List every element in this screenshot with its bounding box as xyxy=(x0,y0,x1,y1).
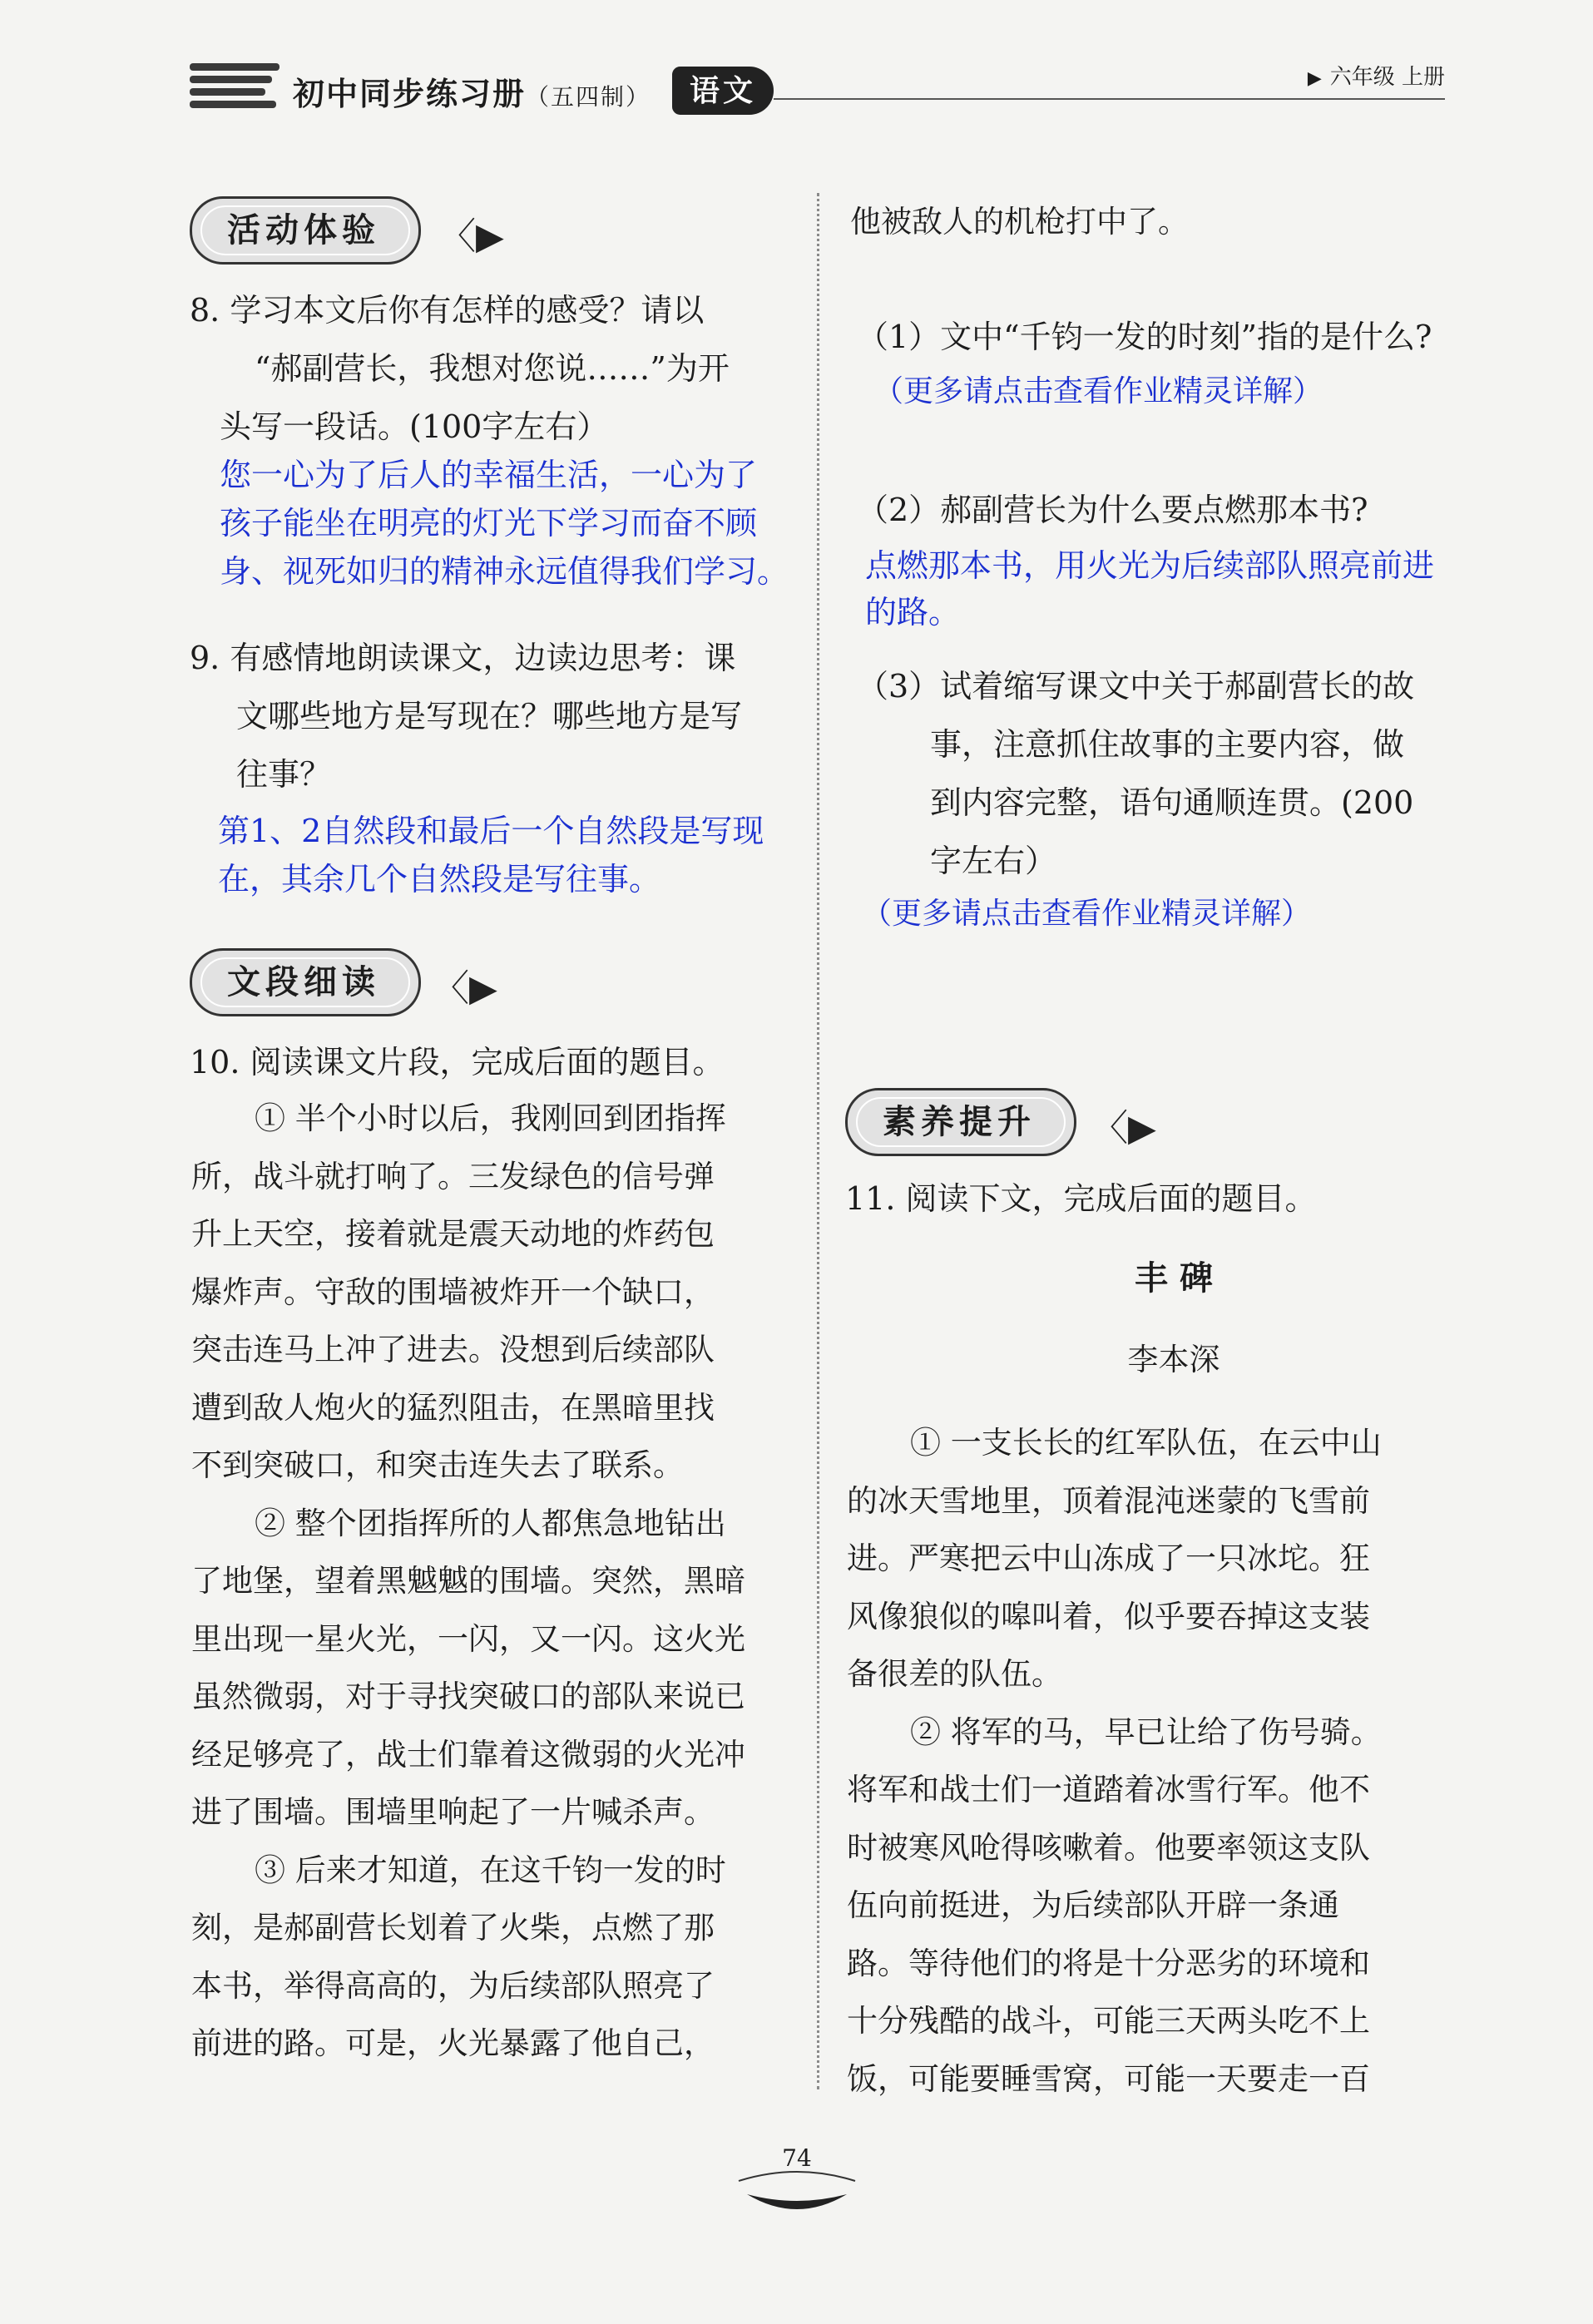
passage-line: 不到突破口，和突击连失去了联系。 xyxy=(191,1447,684,1483)
passage-line: 突击连马上冲了进去。没想到后续部队 xyxy=(191,1332,715,1367)
passage-line: 遭到敌人炮火的猛烈阻击，在黑暗里找 xyxy=(191,1389,715,1426)
answer-10-2 xyxy=(865,542,1434,635)
article-author: 李本深 xyxy=(1127,1342,1220,1377)
answer-line: 第1、2自然段和最后一个自然段是写现 xyxy=(218,813,764,849)
article-line: 进。严寒把云中山冻成了一只冰坨。狂 xyxy=(847,1540,1370,1576)
article-line: 将军和战士们一道踏着冰雪行军。他不 xyxy=(847,1772,1370,1807)
answer-9 xyxy=(218,807,764,903)
page-number-ornament xyxy=(732,2166,862,2224)
article-line: 备很差的队伍。 xyxy=(847,1656,1062,1692)
question-10-1: （1）文中“千钧一发的时刻”指的是什么? xyxy=(857,319,1432,355)
article-line: 十分残酷的战斗，可能三天两头吃不上 xyxy=(847,2003,1370,2039)
article-line: 路。等待他们的将是十分恶劣的环境和 xyxy=(847,1945,1370,1981)
header-rule xyxy=(774,98,1445,100)
edition-label: （五四制） xyxy=(526,83,651,111)
passage-continuation: 他被敌人的机枪打中了。 xyxy=(850,204,1189,240)
article-line: 饭，可能要睡雪窝，可能一天要走一百 xyxy=(847,2060,1370,2097)
header-logo-bars xyxy=(190,63,280,116)
text-line: 9. 有感情地朗读课文，边读边思考：课 xyxy=(190,640,736,676)
text-line: 字左右） xyxy=(930,843,1057,879)
answer-10-3-link[interactable]: （更多请点击查看作业精灵详解） xyxy=(862,897,1312,931)
article-line: 伍向前挺进，为后续部队开辟一条通 xyxy=(847,1887,1339,1923)
passage-line: 升上天空，接着就是震天动地的炸药包 xyxy=(191,1216,715,1252)
passage-excerpt xyxy=(191,1090,745,2073)
double-arrow-icon: 〈▶ xyxy=(1091,1107,1156,1150)
passage-line: 爆炸声。守敌的围墙被炸开一个缺口， xyxy=(191,1273,715,1310)
question-10: 10. 阅读课文片段，完成后面的题目。 xyxy=(190,1044,725,1080)
question-10-3 xyxy=(857,657,1414,890)
column-divider xyxy=(817,193,819,2089)
passage-line: 刻，是郝副营长划着了火柴，点燃了那 xyxy=(191,1910,715,1946)
text-line: （3）试着缩写课文中关于郝副营长的故 xyxy=(857,668,1415,705)
answer-line: 点燃那本书，用火光为后续部队照亮前进 xyxy=(865,547,1435,584)
section-title: 素养提升 xyxy=(845,1088,1076,1156)
text-line: 文哪些地方是写现在？哪些地方是写 xyxy=(236,698,743,734)
page-number: 74 xyxy=(782,2144,812,2172)
question-8 xyxy=(190,281,730,456)
article-line: ① 一支长长的红军队伍，在云中山 xyxy=(910,1425,1382,1461)
answer-line: 在，其余几个自然段是写往事。 xyxy=(218,861,661,897)
passage-line: 经足够亮了，战士们靠着这微弱的火光冲 xyxy=(191,1736,745,1773)
section-title: 活动体验 xyxy=(190,196,421,265)
section-title: 文段细读 xyxy=(190,948,421,1016)
answer-8 xyxy=(220,451,789,596)
text-line: 8. 学习本文后你有怎样的感受？请以 xyxy=(190,292,705,329)
article-title: 丰 碑 xyxy=(1135,1258,1213,1298)
answer-line: 身、视死如归的精神永远值得我们学习。 xyxy=(220,553,789,590)
text-line: 事，注意抓住故事的主要内容，做 xyxy=(930,726,1405,763)
passage-line: ③ 后来才知道，在这千钧一发的时 xyxy=(255,1852,726,1888)
passage-line: 虽然微弱，对于寻找突破口的部队来说已 xyxy=(191,1679,745,1714)
passage-line: 所，战斗就打响了。三发绿色的信号弹 xyxy=(191,1158,715,1194)
article-line: 风像狼似的嗥叫着，似乎要吞掉这支装 xyxy=(847,1598,1370,1634)
text-line: 头写一段话。(100字左右） xyxy=(220,408,609,445)
text-line: 到内容完整，语句通顺连贯。(200 xyxy=(930,784,1414,821)
book-title: 初中同步练习册 xyxy=(293,75,527,112)
passage-line: 进了围墙。围墙里响起了一片喊杀声。 xyxy=(191,1794,715,1830)
question-11: 11. 阅读下文，完成后面的题目。 xyxy=(845,1180,1317,1217)
header-title xyxy=(293,68,651,114)
article-line: 时被寒风呛得咳嗽着。他要率领这支队 xyxy=(847,1829,1370,1866)
question-9 xyxy=(190,629,742,804)
passage-line: 了地堡，望着黑魆魆的围墙。突然，黑暗 xyxy=(191,1563,745,1599)
article-line: 的冰天雪地里，顶着混沌迷蒙的飞雪前 xyxy=(847,1482,1370,1519)
article-body xyxy=(847,1414,1382,2108)
grade-label: ▶ 六年级 上册 xyxy=(1308,60,1445,91)
answer-line: 孩子能坐在明亮的灯光下学习而奋不顾 xyxy=(220,505,758,541)
passage-line: ② 整个团指挥所的人都焦急地钻出 xyxy=(255,1505,726,1541)
passage-line: ① 半个小时以后，我刚回到团指挥 xyxy=(255,1100,726,1136)
double-arrow-icon: 〈▶ xyxy=(433,967,497,1010)
passage-line: 本书，举得高高的，为后续部队照亮了 xyxy=(191,1967,715,2004)
answer-line: 的路。 xyxy=(865,594,961,630)
article-line: ② 将军的马，早已让给了伤号骑。 xyxy=(910,1713,1382,1750)
text-line: 往事？ xyxy=(236,756,332,793)
question-10-2: （2）郝副营长为什么要点燃那本书? xyxy=(857,492,1368,528)
double-arrow-icon: 〈▶ xyxy=(439,215,504,258)
answer-line: 您一心为了后人的幸福生活，一心为了 xyxy=(220,457,758,493)
answer-10-1-link[interactable]: （更多请点击查看作业精灵详解） xyxy=(873,374,1323,408)
passage-line: 前进的路。可是，火光暴露了他自己， xyxy=(191,2025,715,2061)
subject-badge: 语文 xyxy=(672,67,774,115)
text-line: “郝副营长，我想对您说……”为开 xyxy=(255,350,730,387)
passage-line: 里出现一星火光，一闪，又一闪。这火光 xyxy=(191,1620,745,1657)
